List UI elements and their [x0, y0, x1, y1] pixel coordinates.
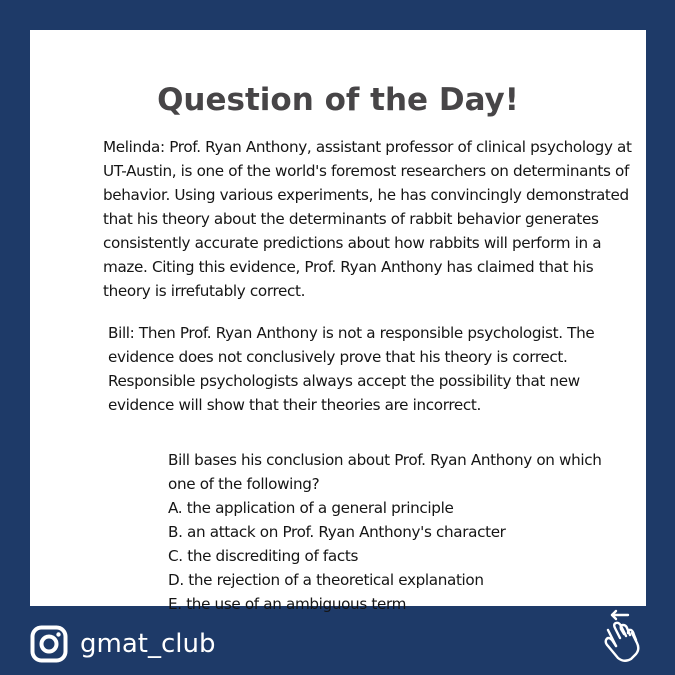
option-a: A. the application of a general principle: [168, 499, 454, 517]
question-card: [30, 30, 646, 613]
melinda-statement: Melinda: Prof. Ryan Anthony, assistant professor of clinical psychology at UT-Austin, is one of the world's foremost researchers on determinants of behavior. Using various experiments, he has convincingly demonstrated that his theory about the determinants of rabbit behavior generates consistently accurate predictions about how rabbits will perform in a maze. Citing this evidence, Prof. Ryan Anthony has claimed that his theory is irrefutably correct.: [103, 138, 632, 300]
option-c: C. the discrediting of facts: [168, 547, 359, 565]
option-b: B. an attack on Prof. Ryan Anthony's character: [168, 523, 506, 541]
instagram-handle[interactable]: gmat_club: [80, 629, 216, 659]
option-e: E. the use of an ambiguous term: [168, 595, 407, 613]
instagram-icon[interactable]: [30, 625, 68, 663]
bill-statement: Bill: Then Prof. Ryan Anthony is not a responsible psychologist. The evidence does not conclusively prove that his theory is correct. Responsible psychologists always accept the possibility that new evidence will show that their theories are incorrect.: [108, 324, 595, 414]
page-title: Question of the Day!: [157, 82, 519, 118]
option-d: D. the rejection of a theoretical explanation: [168, 571, 484, 589]
question-text: Bill bases his conclusion about Prof. Ryan Anthony on which one of the following?: [168, 451, 602, 493]
swipe-hand-icon: [598, 608, 646, 664]
answer-options: [168, 496, 608, 616]
question-block: [168, 448, 608, 616]
